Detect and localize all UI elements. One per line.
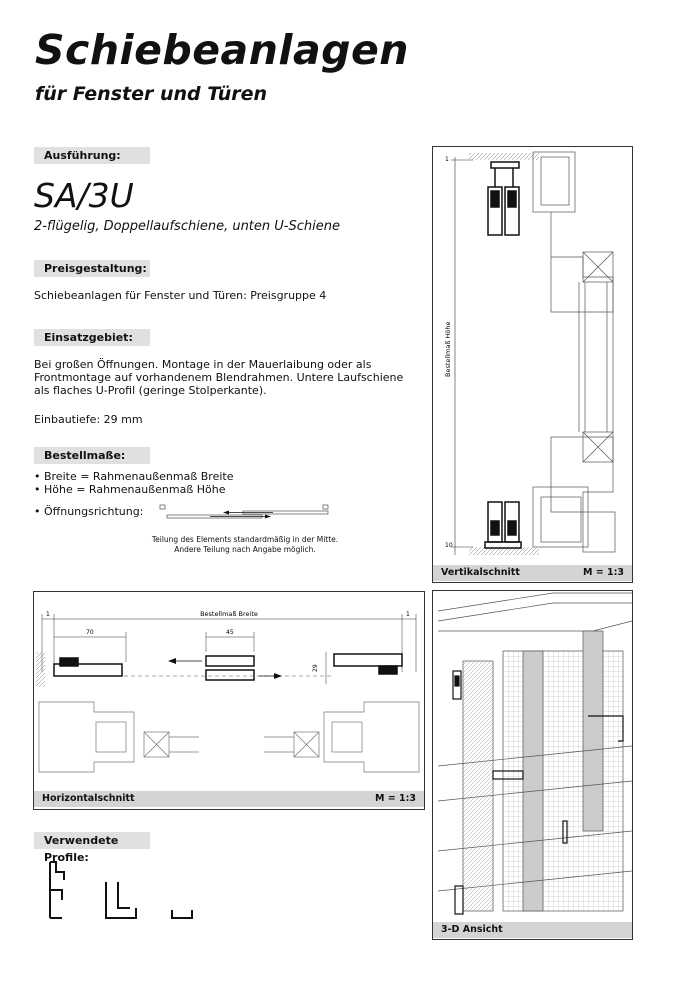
vertikalschnitt-scale: M = 1:3 xyxy=(582,567,624,578)
dim-70: 70 xyxy=(86,629,94,636)
model-description: 2-flügelig, Doppellaufschiene, unten U-Schiene xyxy=(34,219,340,234)
section-header-preis: Preisgestaltung: xyxy=(34,260,150,277)
vertikalschnitt-caption: Vertikalschnitt xyxy=(441,567,520,578)
note-line: Andere Teilung nach Angabe möglich. xyxy=(174,545,316,554)
einbautiefe: Einbautiefe: 29 mm xyxy=(34,413,143,426)
ansicht-3d-caption: 3-D Ansicht xyxy=(441,924,503,935)
horizontalschnitt-drawing xyxy=(34,592,424,791)
opening-direction-diagram xyxy=(155,502,335,524)
model-name: SA/3U xyxy=(34,176,134,215)
ansicht-3d-caption-bar xyxy=(433,922,632,938)
horizontal-window-frames xyxy=(39,702,419,772)
horizontalschnitt-panel xyxy=(33,591,425,810)
einsatz-text xyxy=(34,358,403,397)
section-header-einsatz: Einsatzgebiet: xyxy=(34,329,150,346)
ansicht-3d-panel xyxy=(432,590,633,940)
dim-left: 1 xyxy=(46,611,50,618)
used-profiles-diagram xyxy=(40,858,210,928)
dim-main-width: Bestellmaß Breite xyxy=(200,610,258,618)
window-frame-section xyxy=(533,152,615,552)
bestellmasse-item: • Breite = Rahmenaußenmaß Breite xyxy=(34,470,234,483)
dim-label-height: Bestellmaß Höhe xyxy=(444,321,452,377)
section-header-ausfuehrung: Ausführung: xyxy=(34,147,150,164)
ansicht-3d-drawing xyxy=(433,591,632,922)
vertikalschnitt-drawing xyxy=(433,147,632,565)
section-header-profile: Verwendete Profile: xyxy=(34,832,150,849)
horizontalschnitt-caption-bar xyxy=(34,791,424,807)
einsatz-line: Bei großen Öffnungen. Montage in der Mauerlaibung oder als xyxy=(34,358,372,371)
section-header-bestellmasse: Bestellmaße: xyxy=(34,447,150,464)
page-title: Schiebeanlagen xyxy=(35,26,409,74)
dim-29: 29 xyxy=(312,664,319,672)
bestellmasse-item: • Höhe = Rahmenaußenmaß Höhe xyxy=(34,483,226,496)
preis-text: Schiebeanlagen für Fenster und Türen: Preisgruppe 4 xyxy=(34,289,327,302)
dim-45: 45 xyxy=(226,629,234,636)
profile-shapes xyxy=(50,862,192,918)
page-subtitle: für Fenster und Türen xyxy=(35,83,268,105)
vertikalschnitt-caption-bar xyxy=(433,565,632,581)
dim-right: 1 xyxy=(406,611,410,618)
bestellmasse-item: • Öffnungsrichtung: xyxy=(34,505,144,518)
einsatz-line: als flaches U-Profil (geringe Stolperkante). xyxy=(34,384,267,397)
horizontal-rail-profiles xyxy=(54,654,402,680)
bottom-rail-profile xyxy=(485,502,521,548)
horizontalschnitt-caption: Horizontalschnitt xyxy=(42,793,135,804)
horizontalschnitt-scale: M = 1:3 xyxy=(374,793,416,804)
top-rail-profile xyxy=(488,162,519,235)
vertikalschnitt-panel xyxy=(432,146,633,583)
note-line: Teilung des Elements standardmäßig in der Mitte. xyxy=(151,535,339,544)
einsatz-line: Frontmontage auf vorhandenem Blendrahmen. Untere Laufschiene xyxy=(34,371,404,384)
teilung-note xyxy=(140,535,350,555)
dim-bottom: 10 xyxy=(445,542,453,549)
dim-top: 1 xyxy=(445,156,449,163)
